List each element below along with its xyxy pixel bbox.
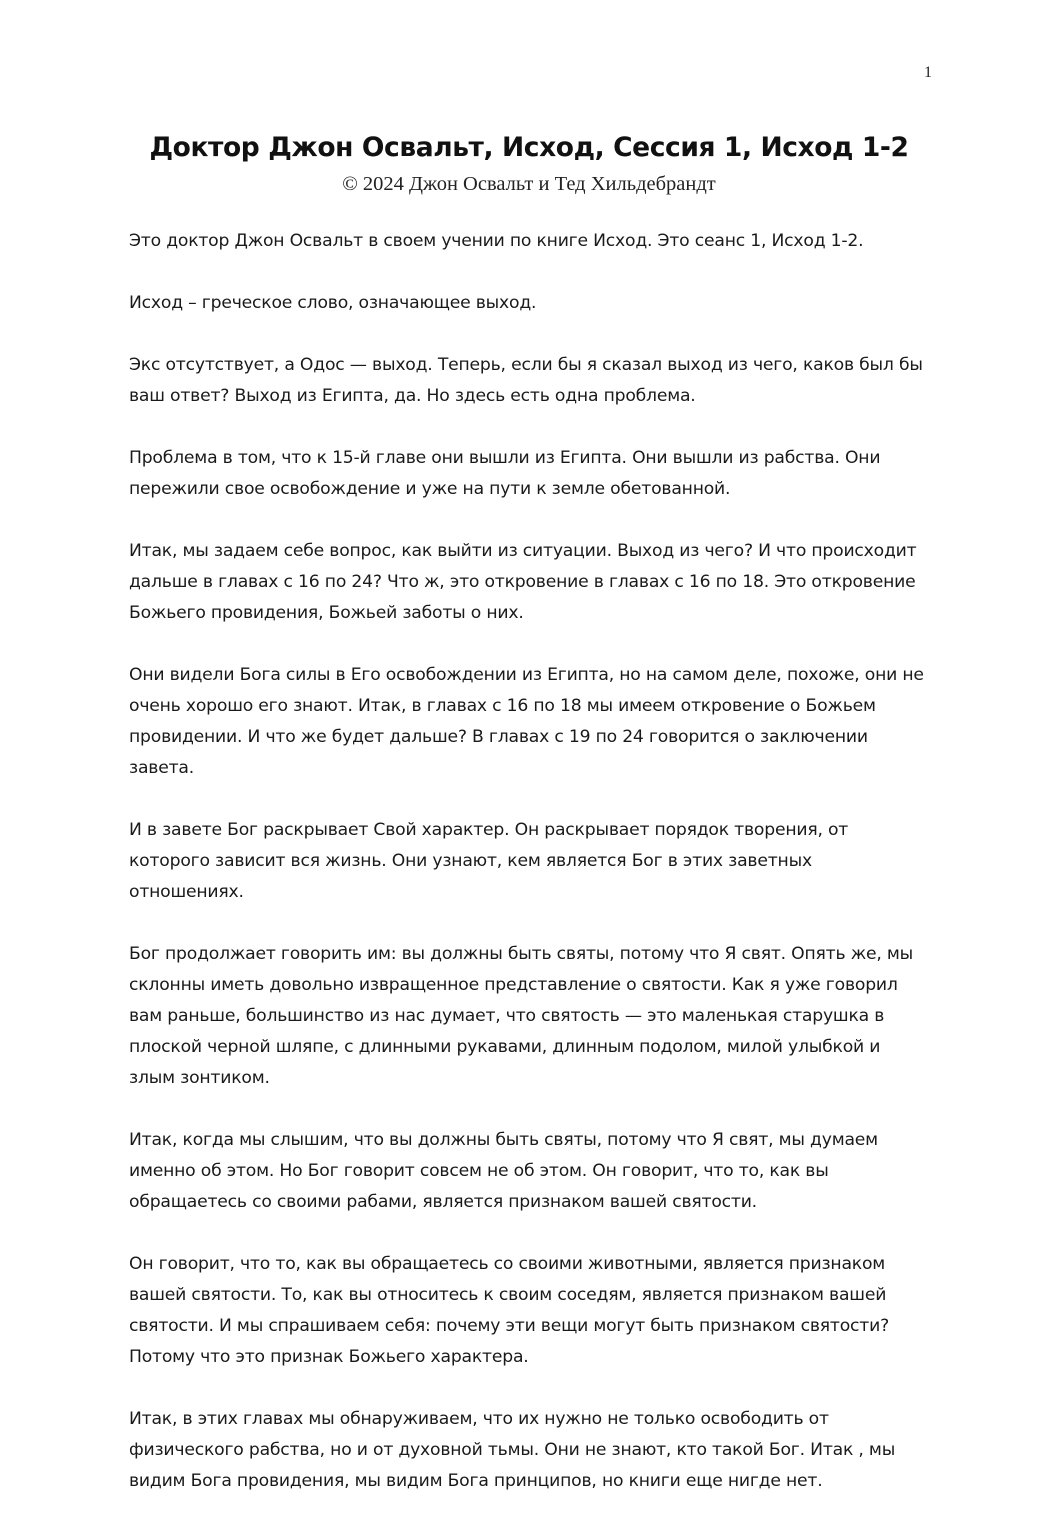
paragraph: Бог продолжает говорить им: вы должны быть святы, потому что Я свят. Опять же, мы склонны иметь довольно извращенное представление о святости. Как я уже говорил вам раньше, большинство из нас думает, что святость — это маленькая старушка в плоской черной шляпе, с длинными рукавами, длинным подолом, милой улыбкой и злым зонтиком. [129, 944, 914, 1088]
copyright-line: © 2024 Джон Освальт и Тед Хильдебрандт [342, 173, 716, 195]
paragraph: Это доктор Джон Освальт в своем учении по книге Исход. Это сеанс 1, Исход 1-2. [129, 231, 864, 251]
paragraph: Исход – греческое слово, означающее выход. [129, 293, 537, 313]
paragraph: И в завете Бог раскрывает Свой характер. Он раскрывает порядок творения, от которого зависит вся жизнь. Они узнают, кем является Бог в этих заветных отношениях. [129, 820, 849, 902]
paragraph: Итак, когда мы слышим, что вы должны быть святы, потому что Я свят, мы думаем именно об этом. Но Бог говорит совсем не об этом. Он говорит, что то, как вы обращаетесь со своими рабами, является признаком вашей святости. [129, 1130, 878, 1212]
document-title: Доктор Джон Освальт, Исход, Сессия 1, Исход 1-2 [149, 132, 909, 163]
page-number: 1 [924, 64, 932, 81]
paragraph: Экс отсутствует, а Одос — выход. Теперь, если бы я сказал выход из чего, каков был бы ваш ответ? Выход из Египта, да. Но здесь есть одна проблема. [129, 355, 923, 406]
paragraph: Проблема в том, что к 15-й главе они вышли из Египта. Они вышли из рабства. Они пережили свое освобождение и уже на пути к земле обетованной. [129, 448, 881, 499]
paragraph: Он говорит, что то, как вы обращаетесь со своими животными, является признаком вашей святости. То, как вы относитесь к своим соседям, является признаком вашей святости. И мы спрашиваем себя: почему эти вещи могут быть признаком святости? Потому что это признак Божьего характера. [129, 1254, 890, 1367]
paragraph: Итак, в этих главах мы обнаруживаем, что их нужно не только освободить от физического рабства, но и от духовной тьмы. Они не знают, кто такой Бог. Итак , мы видим Бога провидения, мы видим Бога принципов, но книги еще нигде нет. [129, 1409, 896, 1491]
document-body [129, 226, 929, 1528]
paragraph: Они видели Бога силы в Его освобождении из Египта, но на самом деле, похоже, они не очень хорошо его знают. Итак, в главах с 16 по 18 мы имеем откровение о Божьем провидении. И что же будет дальше? В главах с 19 по 24 говорится о заключении завета. [129, 665, 924, 778]
paragraph: Итак, мы задаем себе вопрос, как выйти из ситуации. Выход из чего? И что происходит дальше в главах с 16 по 24? Что ж, это откровение в главах с 16 по 18. Это откровение Божьего провидения, Божьей заботы о них. [129, 541, 917, 623]
